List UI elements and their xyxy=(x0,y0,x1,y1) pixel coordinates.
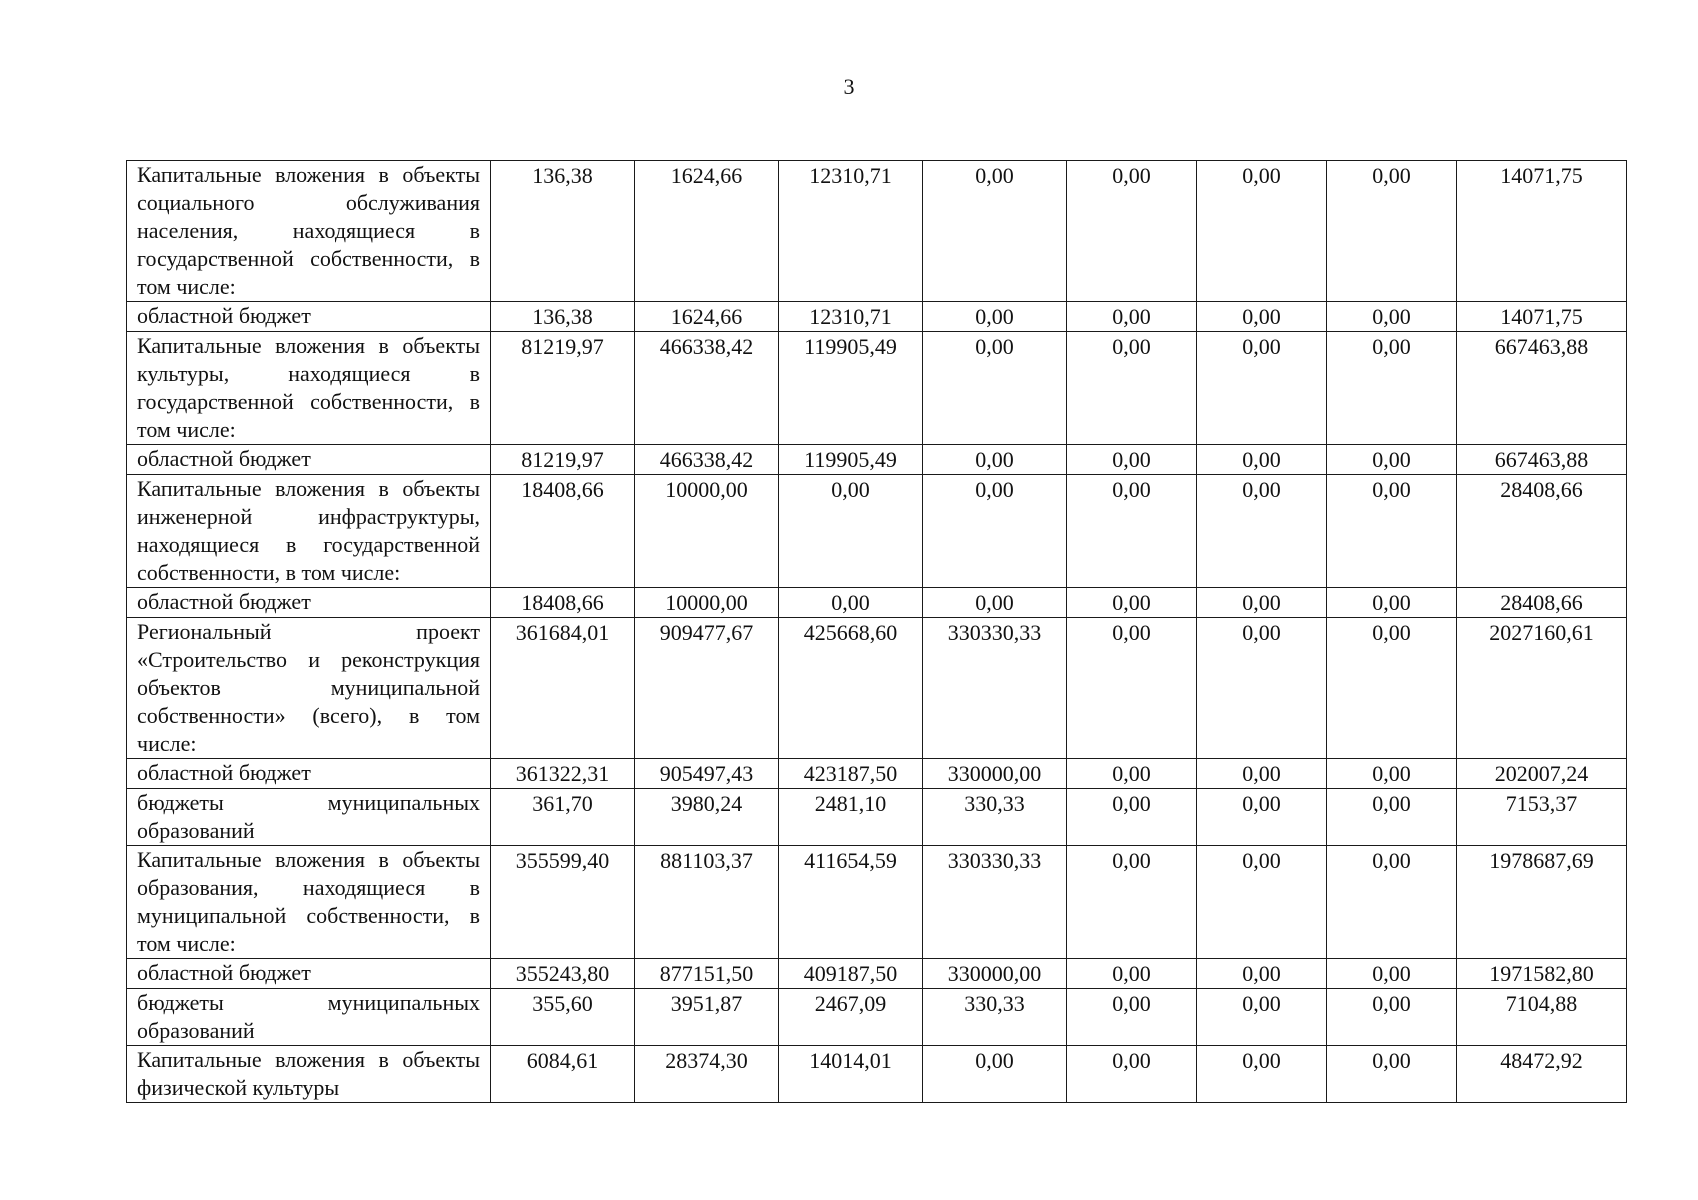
value-cell: 0,00 xyxy=(1067,618,1197,759)
row-label-cell: Капитальные вложения в объекты инженерной инфраструктуры, находящиеся в государственной собственности, в том числе: xyxy=(127,475,491,588)
table-row xyxy=(127,332,1627,445)
value-cell: 0,00 xyxy=(1067,302,1197,332)
value-cell: 0,00 xyxy=(923,445,1067,475)
value-cell: 1624,66 xyxy=(635,302,779,332)
value-cell: 1624,66 xyxy=(635,161,779,302)
value-cell: 0,00 xyxy=(1197,789,1327,846)
value-cell: 0,00 xyxy=(1197,588,1327,618)
value-cell: 0,00 xyxy=(923,1046,1067,1103)
value-cell: 425668,60 xyxy=(779,618,923,759)
row-label-cell: Капитальные вложения в объекты социального обслуживания населения, находящиеся в государственной собственности, в том числе: xyxy=(127,161,491,302)
value-cell: 0,00 xyxy=(1327,445,1457,475)
value-cell: 0,00 xyxy=(1327,588,1457,618)
total-value-cell: 14071,75 xyxy=(1457,161,1627,302)
table-row xyxy=(127,302,1627,332)
value-cell: 0,00 xyxy=(1197,1046,1327,1103)
table-row xyxy=(127,161,1627,302)
value-cell: 0,00 xyxy=(923,302,1067,332)
table-row xyxy=(127,789,1627,846)
total-value-cell: 1971582,80 xyxy=(1457,959,1627,989)
total-value-cell: 667463,88 xyxy=(1457,332,1627,445)
value-cell: 0,00 xyxy=(1327,475,1457,588)
value-cell: 0,00 xyxy=(923,161,1067,302)
value-cell: 0,00 xyxy=(1327,1046,1457,1103)
value-cell: 330,33 xyxy=(923,789,1067,846)
value-cell: 136,38 xyxy=(491,161,635,302)
value-cell: 905497,43 xyxy=(635,759,779,789)
value-cell: 0,00 xyxy=(1197,618,1327,759)
value-cell: 0,00 xyxy=(1067,161,1197,302)
total-value-cell: 28408,66 xyxy=(1457,588,1627,618)
value-cell: 0,00 xyxy=(1067,959,1197,989)
value-cell: 119905,49 xyxy=(779,332,923,445)
value-cell: 136,38 xyxy=(491,302,635,332)
value-cell: 3951,87 xyxy=(635,989,779,1046)
value-cell: 0,00 xyxy=(1197,161,1327,302)
total-value-cell: 7104,88 xyxy=(1457,989,1627,1046)
row-label-cell: Капитальные вложения в объекты образования, находящиеся в муниципальной собственности, в том числе: xyxy=(127,846,491,959)
value-cell: 355,60 xyxy=(491,989,635,1046)
total-value-cell: 48472,92 xyxy=(1457,1046,1627,1103)
value-cell: 330,33 xyxy=(923,989,1067,1046)
value-cell: 0,00 xyxy=(1197,332,1327,445)
row-label-cell: Капитальные вложения в объекты культуры, находящиеся в государственной собственности, в том числе: xyxy=(127,332,491,445)
value-cell: 909477,67 xyxy=(635,618,779,759)
row-label-cell: Региональный проект «Строительство и реконструкция объектов муниципальной собственности» (всего), в том числе: xyxy=(127,618,491,759)
value-cell: 0,00 xyxy=(1327,618,1457,759)
value-cell: 0,00 xyxy=(1327,959,1457,989)
value-cell: 361684,01 xyxy=(491,618,635,759)
value-cell: 0,00 xyxy=(1197,475,1327,588)
value-cell: 0,00 xyxy=(923,475,1067,588)
total-value-cell: 28408,66 xyxy=(1457,475,1627,588)
value-cell: 877151,50 xyxy=(635,959,779,989)
value-cell: 0,00 xyxy=(1197,846,1327,959)
value-cell: 0,00 xyxy=(1327,302,1457,332)
value-cell: 0,00 xyxy=(1067,1046,1197,1103)
row-label-cell: Капитальные вложения в объекты физической культуры xyxy=(127,1046,491,1103)
value-cell: 881103,37 xyxy=(635,846,779,959)
value-cell: 411654,59 xyxy=(779,846,923,959)
value-cell: 2467,09 xyxy=(779,989,923,1046)
row-label-cell: бюджеты муниципальных образований xyxy=(127,789,491,846)
value-cell: 0,00 xyxy=(1327,161,1457,302)
row-label-cell: областной бюджет xyxy=(127,959,491,989)
value-cell: 0,00 xyxy=(1327,759,1457,789)
value-cell: 18408,66 xyxy=(491,475,635,588)
value-cell: 355599,40 xyxy=(491,846,635,959)
table-row xyxy=(127,959,1627,989)
value-cell: 12310,71 xyxy=(779,302,923,332)
value-cell: 0,00 xyxy=(1197,445,1327,475)
value-cell: 0,00 xyxy=(1067,989,1197,1046)
row-label-cell: областной бюджет xyxy=(127,445,491,475)
value-cell: 0,00 xyxy=(923,332,1067,445)
value-cell: 6084,61 xyxy=(491,1046,635,1103)
value-cell: 81219,97 xyxy=(491,445,635,475)
value-cell: 361322,31 xyxy=(491,759,635,789)
value-cell: 81219,97 xyxy=(491,332,635,445)
value-cell: 2481,10 xyxy=(779,789,923,846)
value-cell: 0,00 xyxy=(779,475,923,588)
row-label-cell: бюджеты муниципальных образований xyxy=(127,989,491,1046)
value-cell: 423187,50 xyxy=(779,759,923,789)
value-cell: 0,00 xyxy=(1197,302,1327,332)
value-cell: 330000,00 xyxy=(923,959,1067,989)
value-cell: 0,00 xyxy=(1067,846,1197,959)
value-cell: 0,00 xyxy=(779,588,923,618)
budget-table-container xyxy=(126,160,1622,1103)
value-cell: 330330,33 xyxy=(923,846,1067,959)
value-cell: 0,00 xyxy=(1197,989,1327,1046)
value-cell: 355243,80 xyxy=(491,959,635,989)
value-cell: 330330,33 xyxy=(923,618,1067,759)
value-cell: 12310,71 xyxy=(779,161,923,302)
row-label-cell: областной бюджет xyxy=(127,759,491,789)
total-value-cell: 2027160,61 xyxy=(1457,618,1627,759)
value-cell: 10000,00 xyxy=(635,588,779,618)
value-cell: 10000,00 xyxy=(635,475,779,588)
value-cell: 119905,49 xyxy=(779,445,923,475)
table-row xyxy=(127,846,1627,959)
value-cell: 14014,01 xyxy=(779,1046,923,1103)
total-value-cell: 7153,37 xyxy=(1457,789,1627,846)
value-cell: 0,00 xyxy=(1327,989,1457,1046)
value-cell: 0,00 xyxy=(1067,789,1197,846)
value-cell: 0,00 xyxy=(923,588,1067,618)
table-row xyxy=(127,759,1627,789)
value-cell: 3980,24 xyxy=(635,789,779,846)
value-cell: 330000,00 xyxy=(923,759,1067,789)
total-value-cell: 667463,88 xyxy=(1457,445,1627,475)
total-value-cell: 14071,75 xyxy=(1457,302,1627,332)
value-cell: 0,00 xyxy=(1067,759,1197,789)
value-cell: 0,00 xyxy=(1197,959,1327,989)
budget-table xyxy=(126,160,1627,1103)
table-row xyxy=(127,618,1627,759)
row-label-cell: областной бюджет xyxy=(127,302,491,332)
table-row xyxy=(127,1046,1627,1103)
table-body xyxy=(127,161,1627,1103)
value-cell: 361,70 xyxy=(491,789,635,846)
value-cell: 18408,66 xyxy=(491,588,635,618)
value-cell: 0,00 xyxy=(1067,332,1197,445)
value-cell: 466338,42 xyxy=(635,445,779,475)
value-cell: 0,00 xyxy=(1067,588,1197,618)
value-cell: 28374,30 xyxy=(635,1046,779,1103)
table-row xyxy=(127,445,1627,475)
value-cell: 0,00 xyxy=(1067,445,1197,475)
row-label-cell: областной бюджет xyxy=(127,588,491,618)
page-number: 3 xyxy=(843,74,855,99)
value-cell: 466338,42 xyxy=(635,332,779,445)
total-value-cell: 1978687,69 xyxy=(1457,846,1627,959)
value-cell: 0,00 xyxy=(1197,759,1327,789)
value-cell: 0,00 xyxy=(1327,846,1457,959)
value-cell: 409187,50 xyxy=(779,959,923,989)
table-row xyxy=(127,989,1627,1046)
value-cell: 0,00 xyxy=(1327,332,1457,445)
total-value-cell: 202007,24 xyxy=(1457,759,1627,789)
table-row xyxy=(127,588,1627,618)
table-row xyxy=(127,475,1627,588)
value-cell: 0,00 xyxy=(1067,475,1197,588)
value-cell: 0,00 xyxy=(1327,789,1457,846)
